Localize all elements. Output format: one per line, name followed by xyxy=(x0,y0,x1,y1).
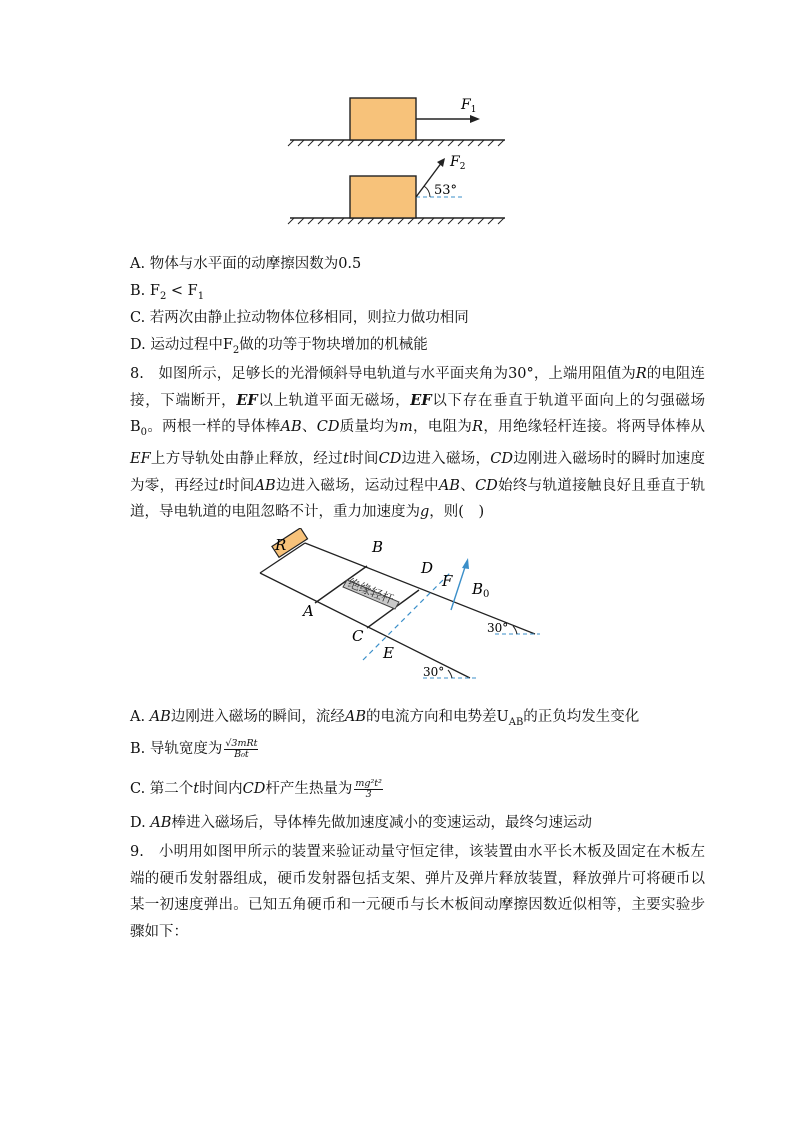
force-f1-arrowhead xyxy=(470,115,480,123)
force-figure xyxy=(280,88,520,230)
label-a: A xyxy=(303,602,314,620)
f2-label: $F_2$ xyxy=(450,154,466,172)
block-bottom xyxy=(350,176,416,218)
label-b: B xyxy=(372,538,384,556)
q8-option-c: C. 第二个t时间内CD杆产生热量为 $\frac{\text{mg²t²}}{3}$ xyxy=(130,777,382,800)
angle-label: 53° xyxy=(434,183,458,198)
q7-option-a: A. 物体与水平面的动摩擦因数为0.5 xyxy=(130,256,362,272)
force-f2-arrowhead xyxy=(437,158,445,167)
q8-option-a: A. AB边刚进入磁场的瞬间，流经AB的电流方向和电势差$U_{AB}$的正负均发生变化 xyxy=(130,709,640,728)
insulating-rod-label: 绝缘轻杆 xyxy=(345,575,396,607)
block-top xyxy=(350,98,416,140)
label-d: D xyxy=(421,559,434,577)
q7-option-d: D. 运动过程中$F_2$做的功等于物块增加的机械能 xyxy=(130,337,428,356)
q8-option-d: D. AB棒进入磁场后，导体棒先做加速度减小的变速运动，最终匀速运动 xyxy=(130,815,592,831)
q9-stem: 9. 小明用如图甲所示的装置来验证动量守恒定律，该装置由水平长木板及固定在木板左端的硬币发射器组成，硬币发射器包括支架、弹片及弹片释放装置，释放弹片可将硬币以某一初速度弹出。已知五角硬币和一元硬币与长木板间动摩擦因数近似相等，主要实验步骤如下： xyxy=(130,844,705,940)
label-b0: $B_0$ xyxy=(472,580,490,600)
q8-stem: 8. 如图所示，足够长的光滑倾斜导电轨道与水平面夹角为30°，上端用阻值为R的电阻连接，下端断开，EF以上轨道平面无磁场，EF以下存在垂直于轨道平面向上的匀强磁场$B_0$。两根一样的导体棒AB、CD质量均为m，电阻为R，用绝缘轻杆连接。将两导体棒从EF上方导轨处由静止释放，经过t时间CD边进入磁场，CD边刚进入磁场时的瞬时加速度为零，再经过t时间AB边进入磁场，运动过程中AB、CD始终与轨道接触良好且垂直于轨道，导电轨道的电阻忽略不计，重力加速度为g，则( ) xyxy=(130,366,706,521)
ground-hatch-top xyxy=(288,140,504,146)
angle-arc-lower xyxy=(448,670,452,678)
q7-option-c: C. 若两次由静止拉动物体位移相同，则拉力做功相同 xyxy=(130,310,469,326)
label-e: E xyxy=(383,644,394,662)
angle-arc xyxy=(424,186,430,197)
q8-option-b: B. 导轨宽度为 $\frac{\text{√3mRt}}{\text{B₀t}}$ xyxy=(130,737,258,760)
label-r: R xyxy=(275,536,287,554)
f1-label: $F_1$ xyxy=(461,97,477,115)
rail-figure xyxy=(255,528,545,686)
q7-option-b: B. $F_2 < F_1$ xyxy=(130,283,205,302)
label-f: F xyxy=(442,572,453,590)
label-angle-upper: 30° xyxy=(487,621,509,635)
label-c: C xyxy=(352,627,364,645)
ground-hatch-bottom xyxy=(288,218,504,224)
b0-arrowhead xyxy=(462,558,469,569)
label-angle-lower: 30° xyxy=(423,665,445,679)
